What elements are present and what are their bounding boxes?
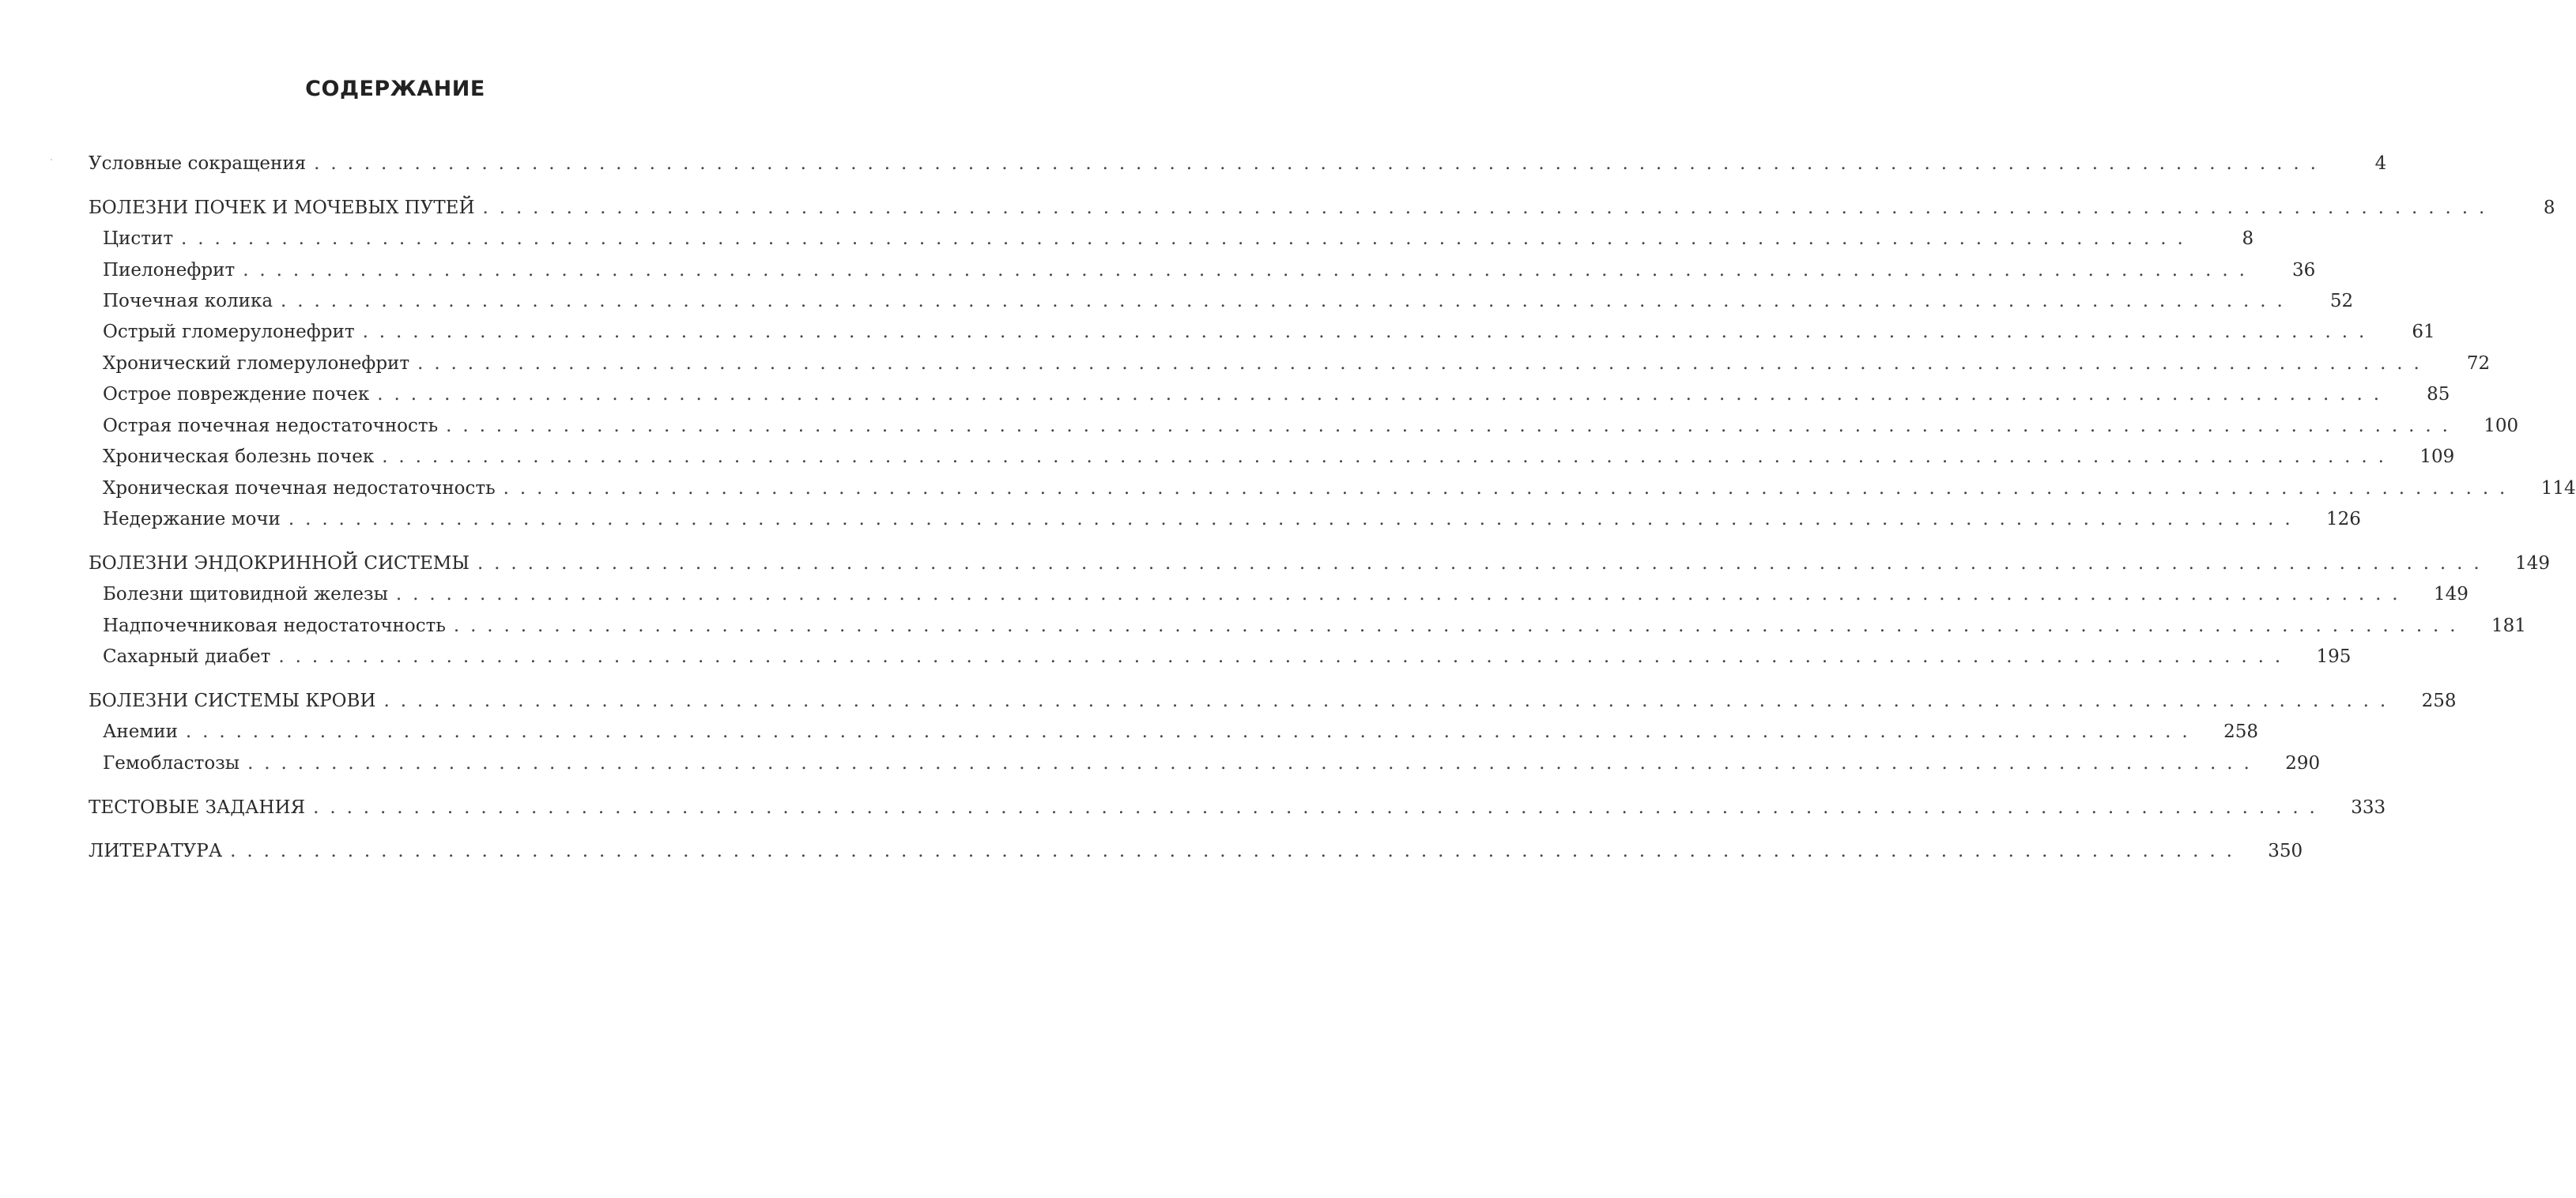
toc-page-number: 52 [2329,291,2354,311]
toc-page-number: 8 [2543,198,2555,218]
dot-leader: . . . . . . . . . . . . . . . . . . . . . . . . . . . . . . . . . . . . . . . . . . . . . . . . . . . . . . . . . . . . . . . . . . . . . . . . . . . . . . . . . . . . . . . . . . . . . . . . . . . . . . . . . . . . . . . . . . . . . . . . [417,353,2423,374]
toc-subsection [103,643,2352,670]
toc-page-number: 109 [2419,446,2455,467]
dot-leader: . . . . . . . . . . . . . . . . . . . . . . . . . . . . . . . . . . . . . . . . . . . . . . . . . . . . . . . . . . . . . . . . . . . . . . . . . . . . . . . . . . . . . . . . . . . . . . . . . . . . . . . . . . . . . . . . . . . . . . . . [453,616,2458,636]
toc-subsection [103,350,2491,377]
dot-leader: . . . . . . . . . . . . . . . . . . . . . . . . . . . . . . . . . . . . . . . . . . . . . . . . . . . . . . . . . . . . . . . . . . . . . . . . . . . . . . . . . . . . . . . . . . . . . . . . . . . . . . . . . . . . . . . . . . . . . . . . [446,416,2451,436]
toc-entry-label: Надпочечниковая недостаточность [103,616,446,636]
toc-entry-label: БОЛЕЗНИ СИСТЕМЫ КРОВИ [89,691,376,711]
toc-page-number: 72 [2466,353,2491,374]
dot-leader: . . . . . . . . . . . . . . . . . . . . . . . . . . . . . . . . . . . . . . . . . . . . . . . . . . . . . . . . . . . . . . . . . . . . . . . . . . . . . . . . . . . . . . . . . . . . . . . . . . . . . . . . . . . . . . . . . . . . . . . . [281,291,2286,311]
toc-entry-label: Болезни щитовидной железы [103,584,388,605]
toc-entry-label: Хронический гломерулонефрит [103,353,410,374]
toc-entry-label: ТЕСТОВЫЕ ЗАДАНИЯ [89,797,306,818]
toc-page-number: 149 [2515,553,2550,574]
dot-leader: . . . . . . . . . . . . . . . . . . . . . . . . . . . . . . . . . . . . . . . . . . . . . . . . . . . . . . . . . . . . . . . . . . . . . . . . . . . . . . . . . . . . . . . . . . . . . . . . . . . . . . . . . . . . . . . . . . . . . . . . [503,478,2508,499]
page-title: СОДЕРЖАНИЕ [305,77,485,101]
dot-leader: . . . . . . . . . . . . . . . . . . . . . . . . . . . . . . . . . . . . . . . . . . . . . . . . . . . . . . . . . . . . . . . . . . . . . . . . . . . . . . . . . . . . . . . . . . . . . . . . . . . . . . . . . . . . . . . . . . . . . . . . [243,260,2248,281]
toc-subsection [103,443,2455,470]
toc-subsection [103,581,2469,608]
toc-entry-label: Почечная колика [103,291,273,311]
dot-leader: . . . . . . . . . . . . . . . . . . . . . . . . . . . . . . . . . . . . . . . . . . . . . . . . . . . . . . . . . . . . . . . . . . . . . . . . . . . . . . . . . . . . . . . . . . . . . . . . . . . . . . . . . . . . . . . . . . . . . . . . [288,509,2293,529]
toc-entry-label: Сахарный диабет [103,646,271,667]
toc-subsection [103,288,2354,315]
toc-section [89,194,2555,221]
toc-section [89,150,2387,177]
toc-page-number: 100 [2484,416,2519,436]
toc-entry-label: Гемобластозы [103,753,240,774]
toc-entry-label: Анемии [103,721,178,742]
toc-page-number: 258 [2421,691,2457,711]
toc-section [89,688,2457,714]
dot-leader: . . . . . . . . . . . . . . . . . . . . . . . . . . . . . . . . . . . . . . . . . . . . . . . . . . . . . . . . . . . . . . . . . . . . . . . . . . . . . . . . . . . . . . . . . . . . . . . . . . . . . . . . . . . . . . . . . . . . . . . . [395,584,2401,605]
toc-entry-label: БОЛЕЗНИ ПОЧЕК И МОЧЕВЫХ ПУТЕЙ [89,198,475,218]
toc-page-number: 350 [2268,841,2303,861]
toc-page-number: 85 [2427,384,2450,405]
toc-subsection [103,612,2526,639]
toc-subsection [103,750,2321,777]
dot-leader: . . . . . . . . . . . . . . . . . . . . . . . . . . . . . . . . . . . . . . . . . . . . . . . . . . . . . . . . . . . . . . . . . . . . . . . . . . . . . . . . . . . . . . . . . . . . . . . . . . . . . . . . . . . . . . . . . . . . . . . . [278,646,2284,667]
toc-page-number: 4 [2374,153,2387,174]
dot-leader: . . . . . . . . . . . . . . . . . . . . . . . . . . . . . . . . . . . . . . . . . . . . . . . . . . . . . . . . . . . . . . . . . . . . . . . . . . . . . . . . . . . . . . . . . . . . . . . . . . . . . . . . . . . . . . . . . . . . . . . . [314,153,2319,174]
toc-page-number: 258 [2223,721,2258,742]
toc-subsection [103,475,2576,502]
toc-page-number: 195 [2316,646,2352,667]
toc-subsection [103,318,2435,345]
dot-leader: . . . . . . . . . . . . . . . . . . . . . . . . . . . . . . . . . . . . . . . . . . . . . . . . . . . . . . . . . . . . . . . . . . . . . . . . . . . . . . . . . . . . . . . . . . . . . . . . . . . . . . . . . . . . . . . . . . . . . . . . [185,721,2190,742]
dot-leader: . . . . . . . . . . . . . . . . . . . . . . . . . . . . . . . . . . . . . . . . . . . . . . . . . . . . . . . . . . . . . . . . . . . . . . . . . . . . . . . . . . . . . . . . . . . . . . . . . . . . . . . . . . . . . . . . . . . . . . . . [377,384,2382,405]
toc-subsection [103,413,2519,439]
toc-entry-label: Острый гломерулонефрит [103,322,355,342]
toc-entry-label: Условные сокращения [89,153,307,174]
toc-page-number: 149 [2434,584,2469,605]
toc-entry-label: Пиелонефрит [103,260,236,281]
dot-leader: . . . . . . . . . . . . . . . . . . . . . . . . . . . . . . . . . . . . . . . . . . . . . . . . . . . . . . . . . . . . . . . . . . . . . . . . . . . . . . . . . . . . . . . . . . . . . . . . . . . . . . . . . . . . . . . . . . . . . . . . [313,797,2318,818]
toc-entry-label: БОЛЕЗНИ ЭНДОКРИННОЙ СИСТЕМЫ [89,553,470,574]
toc-section [89,794,2386,821]
dot-leader: . . . . . . . . . . . . . . . . . . . . . . . . . . . . . . . . . . . . . . . . . . . . . . . . . . . . . . . . . . . . . . . . . . . . . . . . . . . . . . . . . . . . . . . . . . . . . . . . . . . . . . . . . . . . . . . . . . . . . . . . [383,691,2389,711]
toc-section [89,550,2550,577]
dot-leader: . . . . . . . . . . . . . . . . . . . . . . . . . . . . . . . . . . . . . . . . . . . . . . . . . . . . . . . . . . . . . . . . . . . . . . . . . . . . . . . . . . . . . . . . . . . . . . . . . . . . . . . . . . . . . . . . . . . . . . . . [230,841,2235,861]
toc-subsection [103,506,2361,533]
toc-entry-label: ЛИТЕРАТУРА [89,841,223,861]
toc-entry-label: Недержание мочи [103,509,281,529]
toc-page-number: 61 [2412,322,2435,342]
dot-leader: . . . . . . . . . . . . . . . . . . . . . . . . . . . . . . . . . . . . . . . . . . . . . . . . . . . . . . . . . . . . . . . . . . . . . . . . . . . . . . . . . . . . . . . . . . . . . . . . . . . . . . . . . . . . . . . . . . . . . . . . [247,753,2253,774]
toc-subsection [103,225,2254,252]
toc-page-number: 290 [2285,753,2321,774]
toc-page-number: 114 [2540,478,2576,499]
dot-leader: . . . . . . . . . . . . . . . . . . . . . . . . . . . . . . . . . . . . . . . . . . . . . . . . . . . . . . . . . . . . . . . . . . . . . . . . . . . . . . . . . . . . . . . . . . . . . . . . . . . . . . . . . . . . . . . . . . . . . . . . [382,446,2387,467]
toc-page-number: 181 [2491,616,2526,636]
dot-leader: . . . . . . . . . . . . . . . . . . . . . . . . . . . . . . . . . . . . . . . . . . . . . . . . . . . . . . . . . . . . . . . . . . . . . . . . . . . . . . . . . . . . . . . . . . . . . . . . . . . . . . . . . . . . . . . . . . . . . . . . [482,198,2487,218]
toc-entry-label: Цистит [103,228,174,249]
dot-leader: . . . . . . . . . . . . . . . . . . . . . . . . . . . . . . . . . . . . . . . . . . . . . . . . . . . . . . . . . . . . . . . . . . . . . . . . . . . . . . . . . . . . . . . . . . . . . . . . . . . . . . . . . . . . . . . . . . . . . . . . [477,553,2482,574]
toc-entry-label: Острое повреждение почек [103,384,370,405]
toc-entry-label: Хроническая почечная недостаточность [103,478,496,499]
toc-subsection [103,257,2316,284]
toc-subsection [103,718,2258,745]
dot-leader: . . . . . . . . . . . . . . . . . . . . . . . . . . . . . . . . . . . . . . . . . . . . . . . . . . . . . . . . . . . . . . . . . . . . . . . . . . . . . . . . . . . . . . . . . . . . . . . . . . . . . . . . . . . . . . . . . . . . . . . . [181,228,2186,249]
toc-subsection [103,381,2450,408]
toc-page-number: 126 [2326,509,2361,529]
toc-entry-label: Хроническая болезнь почек [103,446,375,467]
dot-leader: . . . . . . . . . . . . . . . . . . . . . . . . . . . . . . . . . . . . . . . . . . . . . . . . . . . . . . . . . . . . . . . . . . . . . . . . . . . . . . . . . . . . . . . . . . . . . . . . . . . . . . . . . . . . . . . . . . . . . . . . [362,322,2367,342]
toc-page-number: 36 [2291,260,2316,281]
toc-section [89,838,2303,865]
toc-page-number: 333 [2351,797,2386,818]
toc-entry-label: Острая почечная недостаточность [103,416,439,436]
toc-page-number: 8 [2242,228,2254,249]
